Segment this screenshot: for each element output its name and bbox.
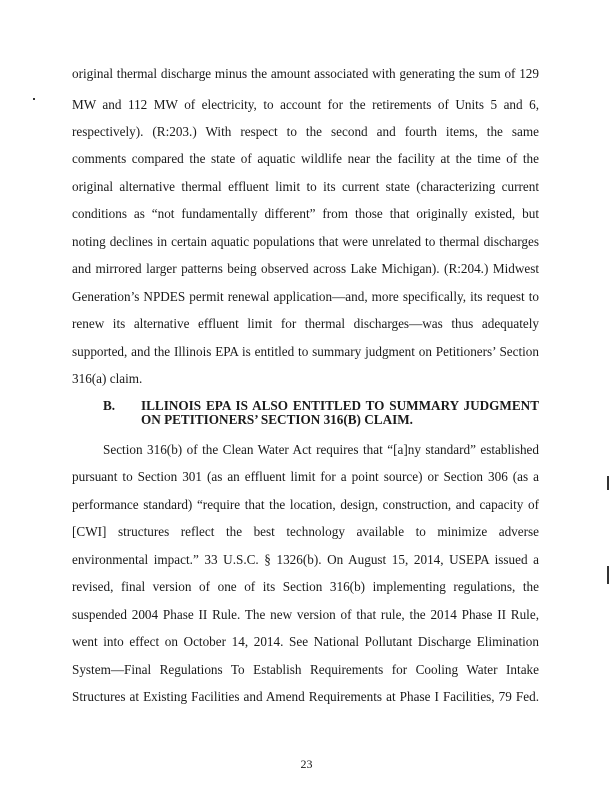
- paragraph-2-line: System—Final Regulations To Establish Requirements for Cooling Water Intake: [72, 662, 539, 677]
- paragraph-2-line: went into effect on October 14, 2014. See National Pollutant Discharge Elimination: [72, 634, 539, 649]
- paragraph-1-line: comments compared the state of aquatic wildlife near the facility at the time of the: [72, 151, 539, 166]
- section-heading-number: B.: [103, 398, 116, 413]
- paragraph-1-line: original thermal discharge minus the amount associated with generating the sum of 129: [72, 66, 539, 81]
- section-heading-line: ILLINOIS EPA IS ALSO ENTITLED TO SUMMARY JUDGMENT: [141, 398, 539, 413]
- paragraph-1-line: supported, and the Illinois EPA is entitled to summary judgment on Petitioners’ Section: [72, 344, 539, 359]
- paragraph-1-line: and mirrored larger patterns being observed across Lake Michigan). (R:204.) Midwest: [72, 261, 539, 276]
- paragraph-1-line: 316(a) claim.: [72, 371, 143, 386]
- paragraph-2-line: performance standard) “require that the location, design, construction, and capacity of: [72, 497, 539, 512]
- paragraph-2-line: Structures at Existing Facilities and Amend Requirements at Phase I Facilities, 79 Fed.: [72, 689, 539, 704]
- paragraph-1-line: conditions as “not fundamentally different” from those that originally existed, but: [72, 206, 539, 221]
- paragraph-2-line: suspended 2004 Phase II Rule. The new version of that rule, the 2014 Phase II Rule,: [72, 607, 539, 622]
- paragraph-2-line: pursuant to Section 301 (as an effluent limit for a point source) or Section 306 (as a: [72, 469, 539, 484]
- paragraph-1-line: MW and 112 MW of electricity, to account for the retirements of Units 5 and 6,: [72, 97, 539, 112]
- scan-mark: [607, 476, 609, 490]
- section-heading-line: ON PETITIONERS’ SECTION 316(B) CLAIM.: [141, 412, 413, 427]
- page-number: 23: [300, 757, 313, 771]
- paragraph-1-line: original alternative thermal effluent limit to its current state (characterizing current: [72, 179, 539, 194]
- paragraph-2-line: revised, final version of one of its Section 316(b) implementing regulations, the: [72, 579, 539, 594]
- paragraph-2-line: [CWI] structures reflect the best technology available to minimize adverse: [72, 524, 539, 539]
- paragraph-1-line: renew its alternative effluent limit for thermal discharges—was thus adequately: [72, 316, 539, 331]
- scan-mark: [607, 566, 609, 584]
- paragraph-1-line: noting declines in certain aquatic populations that were unrelated to thermal discharges: [72, 234, 539, 249]
- scan-speck: [33, 98, 35, 100]
- paragraph-1-line: Generation’s NPDES permit renewal application—and, more specifically, its request to: [72, 289, 539, 304]
- paragraph-2-line: environmental impact.” 33 U.S.C. § 1326(b). On August 15, 2014, USEPA issued a: [72, 552, 539, 567]
- paragraph-2-line: Section 316(b) of the Clean Water Act requires that “[a]ny standard” established: [103, 442, 539, 457]
- paragraph-1-line: respectively). (R:203.) With respect to the second and fourth items, the same: [72, 124, 539, 139]
